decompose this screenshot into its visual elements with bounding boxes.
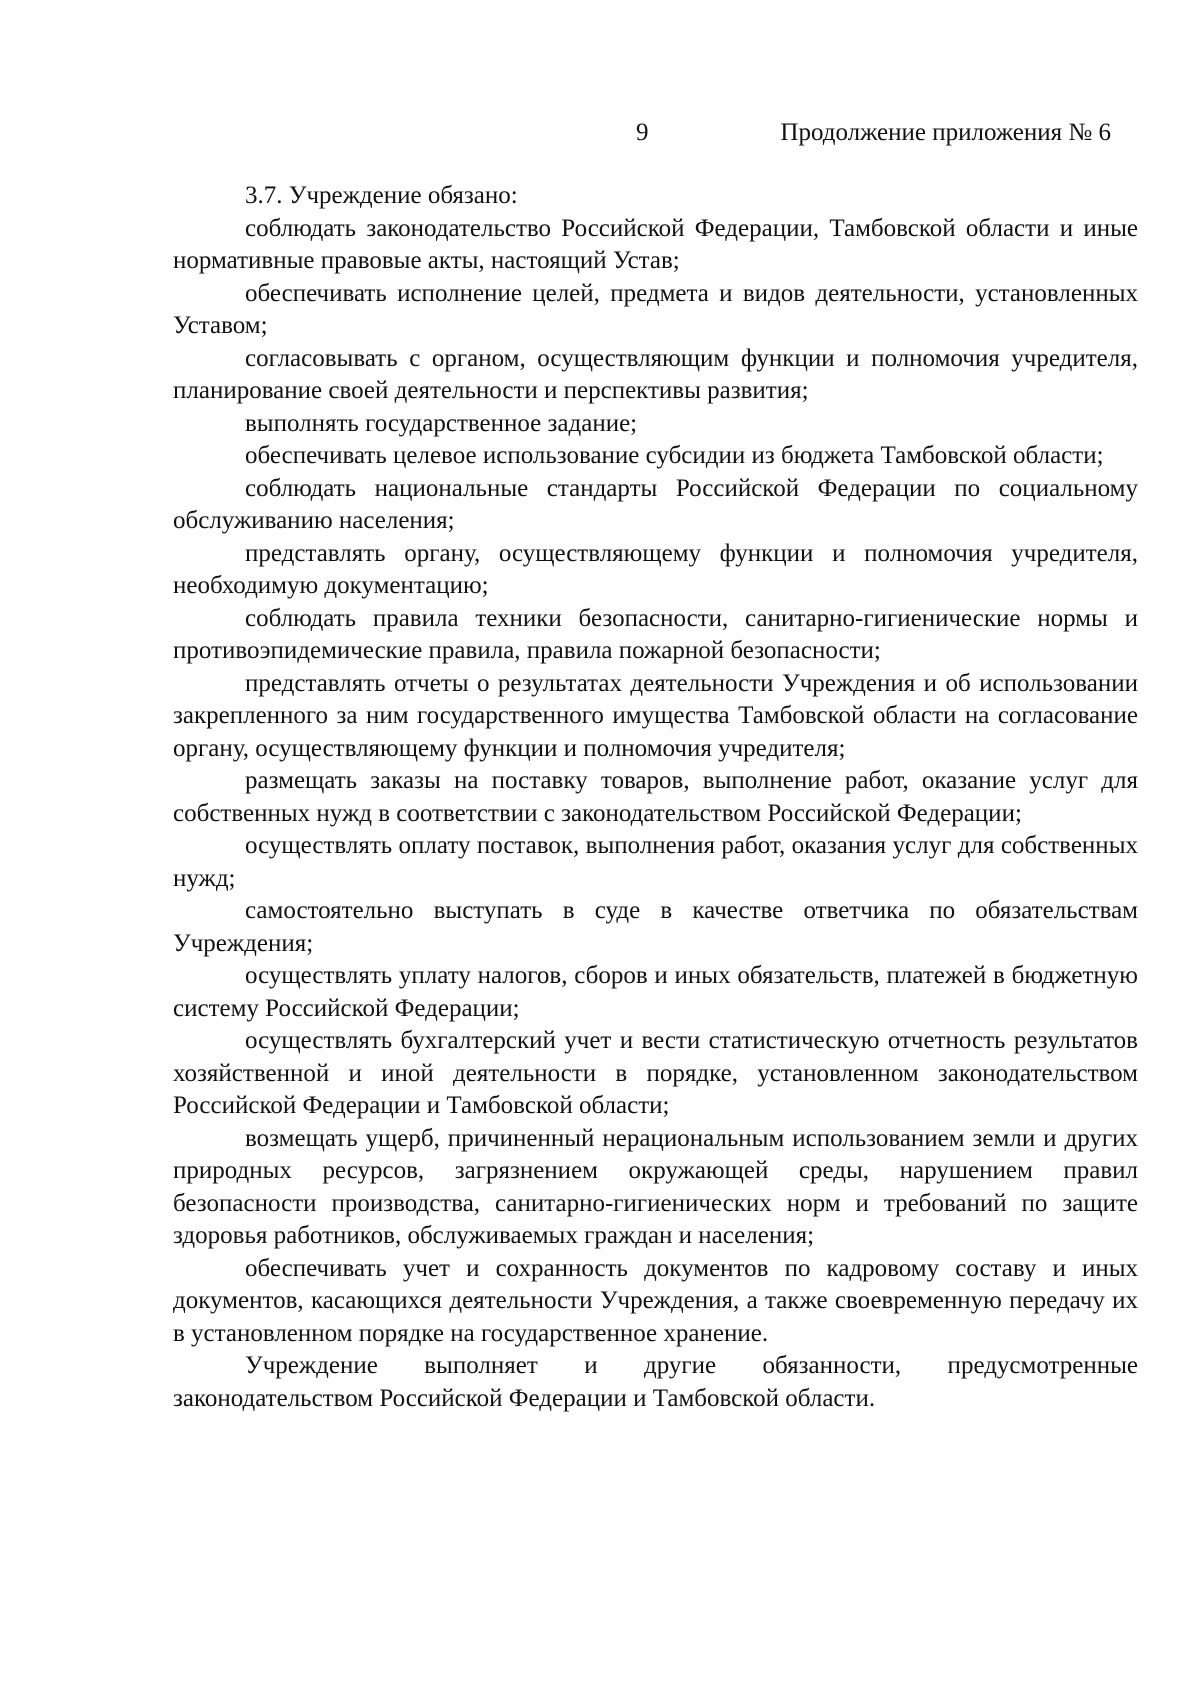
section-heading: 3.7. Учреждение обязано:: [245, 182, 518, 209]
obligation-paragraph: представлять органу, осуществляющему функции и полномочия учредителя, необходимую документацию;: [173, 539, 1138, 599]
appendix-continuation-note: Продолжение приложения № 6: [780, 119, 1111, 146]
document-body: [173, 180, 1138, 1415]
obligation-paragraph: самостоятельно выступать в суде в качестве ответчика по обязательствам Учреждения;: [173, 897, 1138, 957]
obligation-paragraph: соблюдать законодательство Российской Федерации, Тамбовской области и иные нормативные правовые акты, настоящий Устав;: [173, 214, 1138, 274]
obligation-paragraph: осуществлять уплату налогов, сборов и иных обязательств, платежей в бюджетную систему Российской Федерации;: [173, 962, 1138, 1022]
page-header: [0, 116, 1200, 150]
obligation-paragraph: возмещать ущерб, причиненный нерациональным использованием земли и других природных ресурсов, загрязнением окружающей среды, нарушением правил безопасности производства, санитарно-гигиенических норм и требований по защите здоровья работников, обслуживаемых граждан и населения;: [173, 1124, 1138, 1249]
obligation-paragraph: осуществлять оплату поставок, выполнения работ, оказания услуг для собственных нужд;: [173, 832, 1138, 892]
obligation-paragraph: соблюдать правила техники безопасности, санитарно-гигиенические нормы и противоэпидемические правила, правила пожарной безопасности;: [173, 604, 1138, 664]
obligation-paragraph: обеспечивать целевое использование субсидии из бюджета Тамбовской области;: [245, 442, 1104, 469]
page-number: 9: [636, 119, 649, 146]
closing-paragraph: Учреждение выполняет и другие обязанности, предусмотренные законодательством Российской Федерации и Тамбовской области.: [173, 1352, 1138, 1412]
obligation-paragraph: представлять отчеты о результатах деятельности Учреждения и об использовании закрепленного за ним государственного имущества Тамбовской области на согласование органу, осуществляющему функции и полномочия учредителя;: [173, 669, 1138, 762]
obligation-paragraph: обеспечивать учет и сохранность документов по кадровому составу и иных документов, касающихся деятельности Учреждения, а также своевременную передачу их в установленном порядке на государственное хранение.: [173, 1254, 1138, 1347]
obligation-paragraph: размещать заказы на поставку товаров, выполнение работ, оказание услуг для собственных нужд в соответствии с законодательством Российской Федерации;: [173, 767, 1138, 827]
obligation-paragraph: согласовывать с органом, осуществляющим функции и полномочия учредителя, планирование своей деятельности и перспективы развития;: [173, 344, 1138, 404]
obligation-paragraph: выполнять государственное задание;: [245, 409, 638, 437]
obligation-paragraph: обеспечивать исполнение целей, предмета и видов деятельности, установленных Уставом;: [173, 279, 1138, 339]
obligation-paragraph: осуществлять бухгалтерский учет и вести статистическую отчетность результатов хозяйственной и иной деятельности в порядке, установленном законодательством Российской Федерации и Тамбовской области;: [173, 1027, 1138, 1119]
obligation-paragraph: соблюдать национальные стандарты Российской Федерации по социальному обслуживанию населения;: [173, 474, 1138, 534]
